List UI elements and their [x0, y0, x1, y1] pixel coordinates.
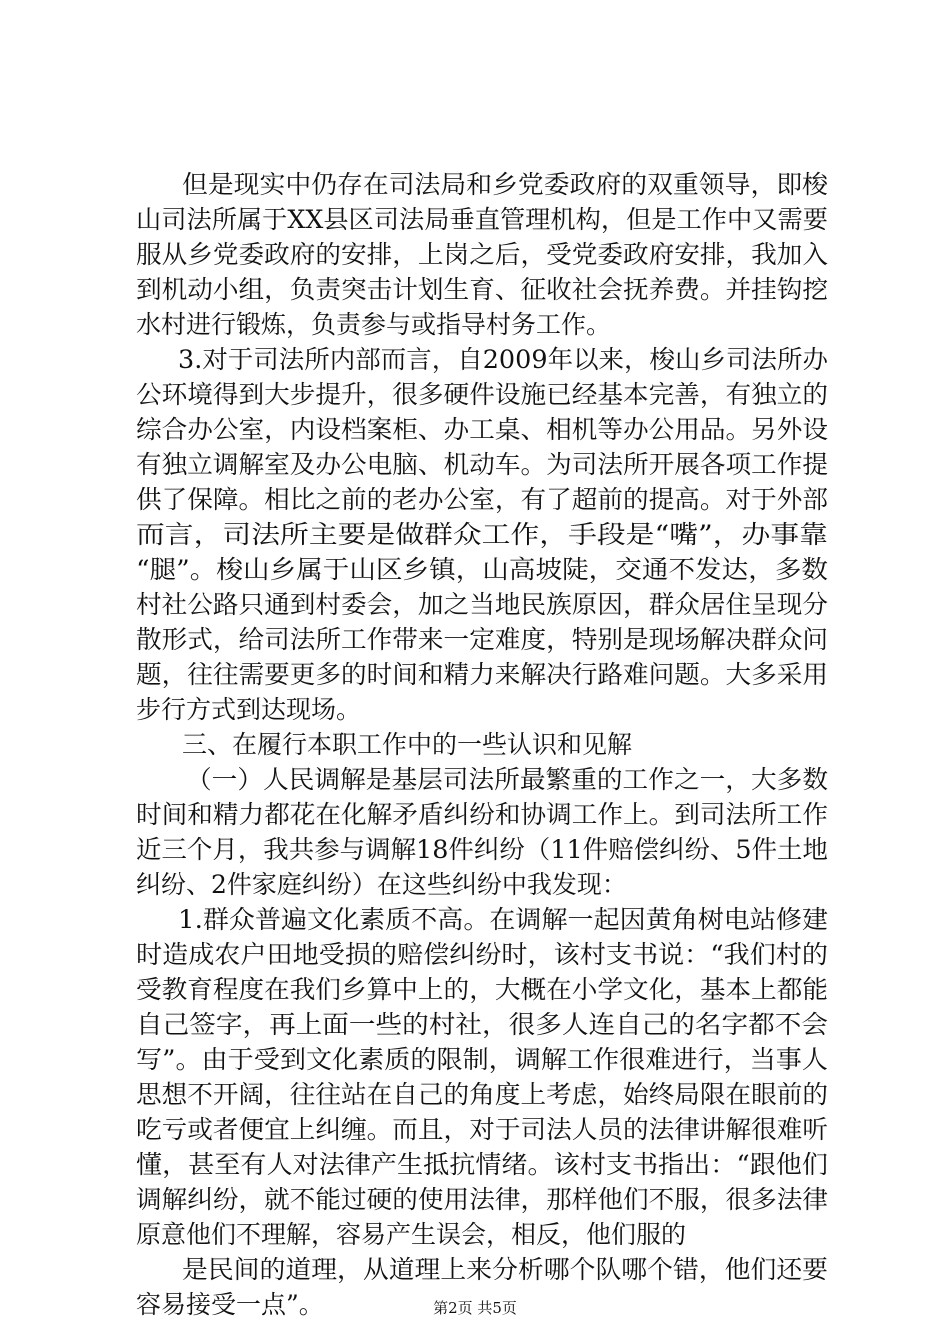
line-text: 服从乡党委政府的安排，上岗之后，受党委政府安排，我加入: [136, 240, 829, 269]
text-line: [0, 167, 950, 203]
line-text: 时造成农户田地受损的赔偿纠纷时，该村支书说：“我们村的: [136, 940, 829, 969]
line-text: 水村进行锻炼，负责参与或指导村务工作。: [136, 310, 612, 339]
text-line: [0, 1147, 950, 1183]
line-text: 散形式，给司法所工作带来一定难度，特别是现场解决群众问: [136, 625, 829, 654]
text-line: [0, 307, 950, 343]
line-text: 3.对于司法所内部而言，自2009年以来，梭山乡司法所办: [178, 345, 828, 374]
text-line: [0, 412, 950, 448]
page-number-footer: 第2页 共5页: [433, 1299, 517, 1317]
text-line: [0, 517, 950, 553]
text-line: [0, 797, 950, 833]
line-text: 到机动小组，负责突击计划生育、征收社会抚养费。并挂钩挖: [136, 275, 829, 304]
line-text: 吃亏或者便宜上纠缠。而且，对于司法人员的法律讲解很难听: [136, 1115, 829, 1144]
text-line: [0, 937, 950, 973]
text-line: [0, 482, 950, 518]
text-line: [0, 1182, 950, 1218]
line-text: 容易接受一点”。: [136, 1290, 324, 1319]
text-line: [0, 762, 950, 798]
line-text: 调解纠纷，就不能过硬的使用法律，那样他们不服，很多法律: [136, 1185, 829, 1214]
text-line: [0, 1042, 950, 1078]
text-line: [0, 447, 950, 483]
line-text: 有独立调解室及办公电脑、机动车。为司法所开展各项工作提: [136, 450, 829, 479]
line-text: 思想不开阔，往往站在自己的角度上考虑，始终局限在眼前的: [136, 1080, 829, 1109]
line-text: 公环境得到大步提升，很多硬件设施已经基本完善，有独立的: [136, 380, 829, 409]
text-line: [0, 972, 950, 1008]
text-line: [0, 622, 950, 658]
text-line: [0, 237, 950, 273]
line-text: 供了保障。相比之前的老办公室，有了超前的提高。对于外部: [136, 485, 829, 514]
line-text: 三、在履行本职工作中的一些认识和见解: [182, 730, 633, 759]
line-text: 综合办公室，内设档案柜、办工桌、相机等办公用品。另外设: [136, 415, 829, 444]
line-text: 原意他们不理解，容易产生误会，相反，他们服的: [136, 1220, 687, 1249]
text-line: [0, 832, 950, 868]
line-text: 时间和精力都花在化解矛盾纠纷和协调工作上。到司法所工作: [136, 800, 829, 829]
line-text: 近三个月，我共参与调解18件纠纷（11件赔偿纠纷、5件土地: [136, 835, 828, 864]
line-text: 山司法所属于XX县区司法局垂直管理机构，但是工作中又需要: [136, 205, 828, 234]
text-line: [0, 342, 950, 378]
line-text: 受教育程度在我们乡算中上的，大概在小学文化，基本上都能: [136, 975, 829, 1004]
text-line: [0, 552, 950, 588]
text-line: [0, 587, 950, 623]
line-text: 自己签字，再上面一些的村社，很多人连自己的名字都不会: [136, 1010, 829, 1039]
text-line: [0, 902, 950, 938]
text-line: [0, 1007, 950, 1043]
text-line: [0, 272, 950, 308]
text-line: [0, 1252, 950, 1288]
section-heading: [0, 727, 950, 763]
line-text: 纠纷、2件家庭纠纷）在这些纠纷中我发现：: [136, 870, 627, 899]
text-line: [0, 657, 950, 693]
text-line: [0, 1077, 950, 1113]
text-line: [0, 1112, 950, 1148]
text-line: [0, 1217, 950, 1253]
text-line: [0, 202, 950, 238]
text-line: [0, 692, 950, 728]
line-text: 懂，甚至有人对法律产生抵抗情绪。该村支书指出：“跟他们: [136, 1150, 829, 1179]
line-text: 而言，司法所主要是做群众工作，手段是“嘴”，办事靠: [136, 520, 828, 549]
line-text: 是民间的道理，从道理上来分析哪个队哪个错，他们还要: [182, 1255, 829, 1284]
line-text: 1.群众普遍文化素质不高。在调解一起因黄角树电站修建: [178, 905, 828, 934]
line-text: 步行方式到达现场。: [136, 695, 362, 724]
line-text: 写”。由于受到文化素质的限制，调解工作很难进行，当事人: [136, 1045, 829, 1074]
line-text: 村社公路只通到村委会，加之当地民族原因，群众居住呈现分: [136, 590, 829, 619]
line-text: 但是现实中仍存在司法局和乡党委政府的双重领导，即梭: [182, 170, 829, 199]
line-text: 题，往往需要更多的时间和精力来解决行路难问题。大多采用: [136, 660, 829, 689]
line-text: （一）人民调解是基层司法所最繁重的工作之一，大多数: [186, 765, 829, 794]
text-line: [0, 377, 950, 413]
line-text: “腿”。梭山乡属于山区乡镇，山高坡陡，交通不发达，多数: [136, 555, 829, 584]
text-line: [0, 867, 950, 903]
